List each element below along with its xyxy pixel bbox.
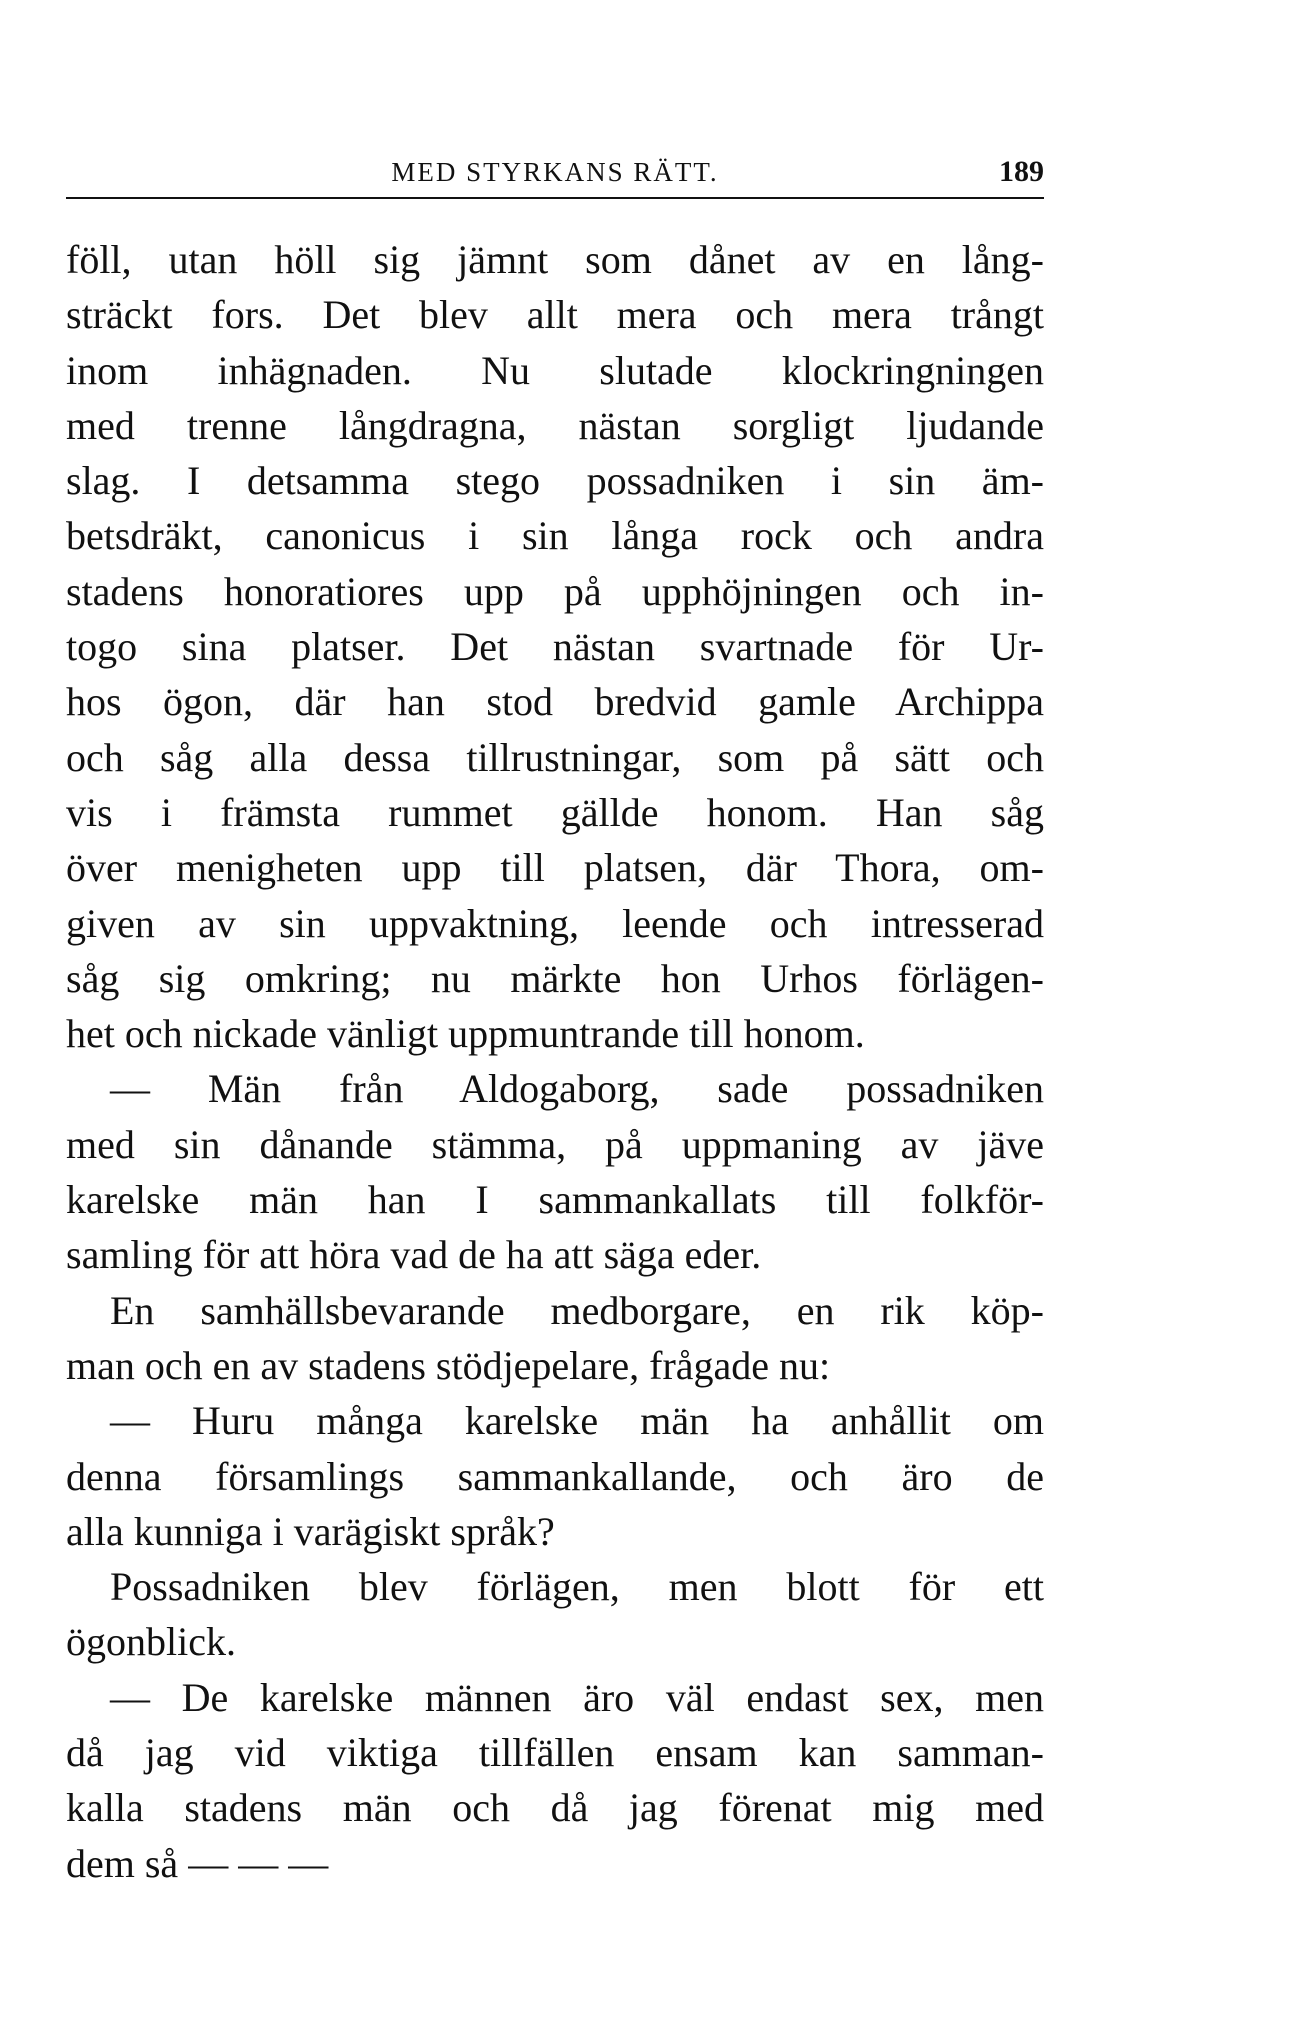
running-title: MED STYRKANS RÄTT.	[391, 157, 719, 187]
text-line: såg sig omkring; nu märkte hon Urhos förlägen-	[66, 955, 1044, 1001]
text-line: En samhällsbevarande medborgare, en rik köp-	[110, 1287, 1044, 1333]
text-line: inom inhägnaden. Nu slutade klockringningen	[66, 347, 1044, 393]
text-line: stadens honoratiores upp på upphöjningen och in-	[66, 568, 1044, 614]
text-line: — De karelske männen äro väl endast sex, men	[110, 1674, 1044, 1720]
text-line: sträckt fors. Det blev allt mera och mera trångt	[66, 292, 1044, 338]
text-line: samling för att höra vad de ha att säga eder.	[66, 1232, 762, 1278]
text-line: betsdräkt, canonicus i sin långa rock och andra	[66, 513, 1044, 559]
text-line: alla kunniga i varägiskt språk?	[66, 1508, 555, 1554]
text-line: vis i främsta rummet gällde honom. Han såg	[66, 789, 1044, 835]
text-line: med sin dånande stämma, på uppmaning av jäve	[66, 1121, 1044, 1167]
text-line: hos ögon, där han stod bredvid gamle Archippa	[66, 679, 1044, 725]
text-line: togo sina platser. Det nästan svartnade för Ur-	[66, 624, 1044, 670]
text-line: ögonblick.	[66, 1619, 236, 1665]
text-line: slag. I detsamma stego possadniken i sin äm-	[66, 458, 1044, 504]
text-line: då jag vid viktiga tillfällen ensam kan samman-	[66, 1730, 1044, 1776]
text-line: — Huru många karelske män ha anhållit om	[110, 1398, 1044, 1444]
text-line: given av sin uppvaktning, leende och intresserad	[66, 900, 1044, 946]
text-line: med trenne långdragna, nästan sorgligt ljudande	[66, 402, 1044, 448]
header-rule	[66, 197, 1044, 199]
page-number: 189	[999, 155, 1044, 188]
text-line: denna församlings sammankallande, och äro de	[66, 1453, 1044, 1499]
text-line: — Män från Aldogaborg, sade possadniken	[110, 1066, 1044, 1112]
text-line: föll, utan höll sig jämnt som dånet av en lång-	[66, 237, 1044, 282]
text-line: man och en av stadens stödjepelare, frågade nu:	[66, 1342, 831, 1388]
text-line: över menigheten upp till platsen, där Thora, om-	[66, 845, 1044, 891]
text-line: Possadniken blev förlägen, men blott för ett	[110, 1564, 1044, 1610]
text-line: karelske män han I sammankallats till folkför-	[66, 1177, 1044, 1223]
text-line: dem så — — —	[66, 1840, 329, 1886]
body-text	[66, 232, 1044, 1891]
text-line: het och nickade vänligt uppmuntrande till honom.	[66, 1011, 865, 1057]
running-head	[66, 150, 1044, 194]
text-line: kalla stadens män och då jag förenat mig med	[66, 1785, 1044, 1831]
text-line: och såg alla dessa tillrustningar, som på sätt och	[66, 734, 1044, 780]
